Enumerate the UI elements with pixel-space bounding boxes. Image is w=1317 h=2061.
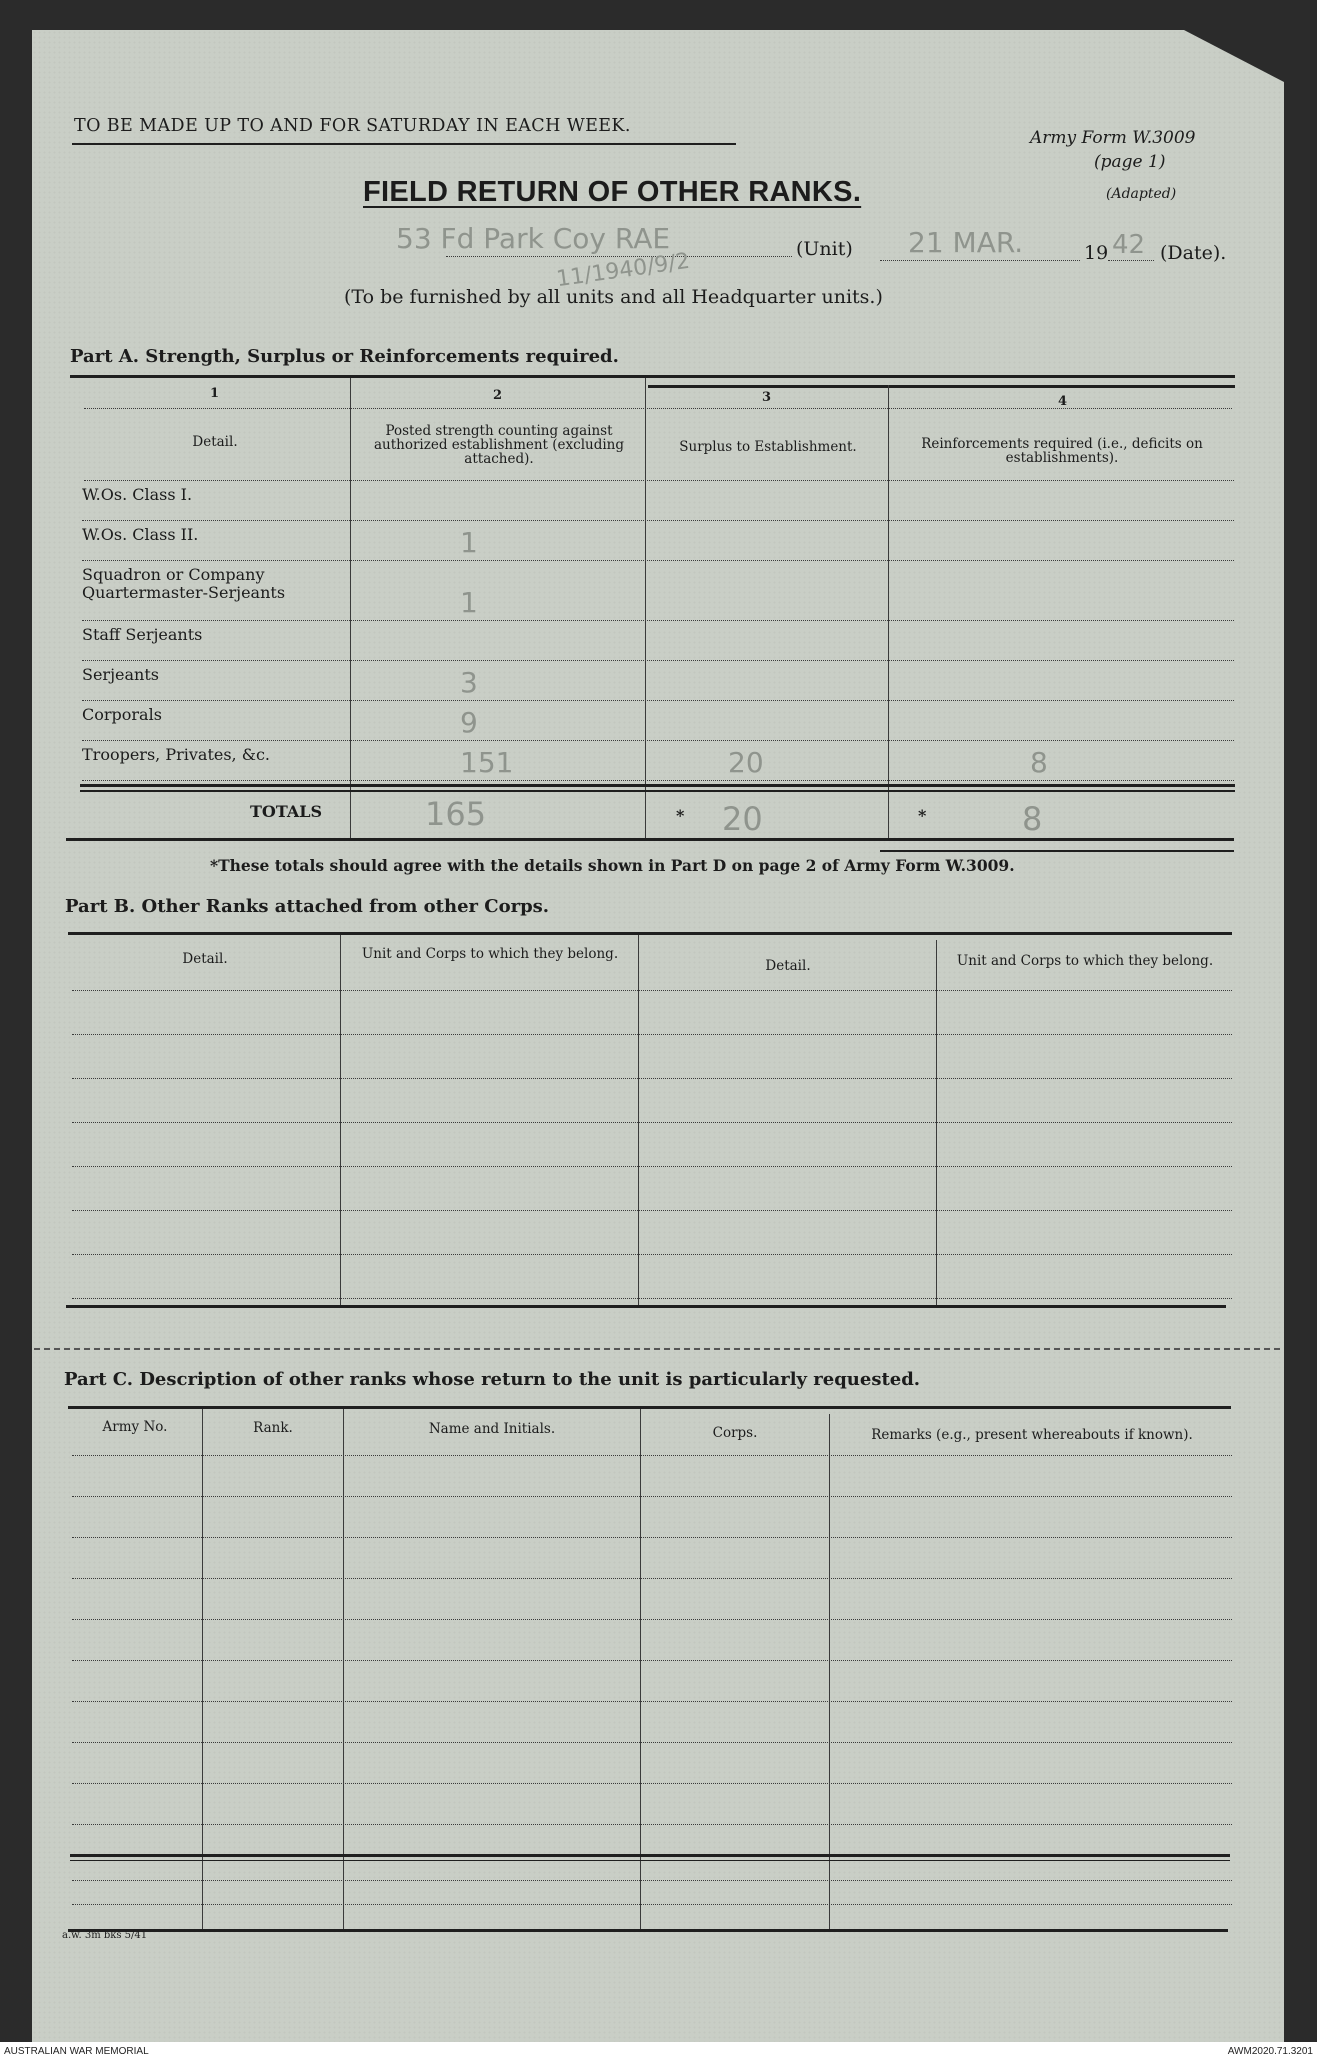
part-a-posted-value: 9 <box>460 706 478 739</box>
part-a-title: Part A. Strength, Surplus or Reinforcements required. <box>70 346 619 367</box>
col-number-1: 1 <box>210 386 220 401</box>
part-c-title: Part C. Description of other ranks whose return to the unit is particularly requested. <box>64 1369 921 1390</box>
part-b-col-unit-1: Unit and Corps to which they belong. <box>361 946 619 962</box>
part-b-col-detail-1: Detail. <box>182 951 228 967</box>
col-header-surplus: Surplus to Establishment. <box>679 439 857 455</box>
archive-name: AUSTRALIAN WAR MEMORIAL <box>4 2046 149 2057</box>
page-title: FIELD RETURN OF OTHER RANKS. <box>363 176 862 208</box>
part-b-col-unit-2: Unit and Corps to which they belong. <box>956 953 1214 969</box>
unit-label: (Unit) <box>796 238 853 260</box>
part-c-col-rank: Rank. <box>253 1420 293 1436</box>
asterisk-surplus: * <box>676 806 685 825</box>
print-code: a.w. 3m bks 5/41 <box>62 1930 148 1941</box>
col-number-2: 2 <box>493 388 503 403</box>
part-a-row-label: W.Os. Class II. <box>82 525 199 544</box>
part-a-surplus-value: 20 <box>728 746 764 779</box>
date-handwritten: 21 MAR. <box>908 226 1024 259</box>
part-a-row-label: W.Os. Class I. <box>82 485 193 504</box>
part-a-row-label: Squadron or Company Quartermaster-Serjeants <box>82 565 286 602</box>
year-prefix: 19 <box>1084 242 1109 264</box>
unit-reference-handwritten: 11/1940/9/2 <box>554 248 692 293</box>
archive-footer <box>0 2042 1317 2061</box>
asterisk-reinforcements: * <box>918 806 927 825</box>
part-c-col-army-no: Army No. <box>102 1419 168 1435</box>
page-reference: (page 1) <box>1094 152 1166 172</box>
totals-surplus: 20 <box>722 800 763 838</box>
col-number-4: 4 <box>1058 394 1068 409</box>
part-a-row-label: Corporals <box>82 705 162 724</box>
part-c-col-corps: Corps. <box>712 1425 758 1441</box>
totals-reinforcements: 8 <box>1022 800 1043 838</box>
perforation-line <box>34 1348 1280 1350</box>
weekly-instruction: TO BE MADE UP TO AND FOR SATURDAY IN EACH WEEK. <box>74 116 631 136</box>
date-label: (Date). <box>1160 242 1227 264</box>
archive-reference: AWM2020.71.3201 <box>1227 2046 1313 2057</box>
adapted-note: (Adapted) <box>1106 186 1177 202</box>
part-a-row-label: Serjeants <box>82 665 159 684</box>
part-a-row-label: Troopers, Privates, &c. <box>82 745 271 764</box>
part-a-posted-value: 151 <box>460 746 514 779</box>
form-sheet <box>32 30 1284 2042</box>
totals-label: TOTALS <box>250 802 323 821</box>
part-a-reinf-value: 8 <box>1030 746 1048 779</box>
torn-corner <box>1184 30 1284 82</box>
totals-footnote: *These totals should agree with the details shown in Part D on page 2 of Army Form W.3009. <box>210 856 1015 875</box>
part-c-col-remarks: Remarks (e.g., present whereabouts if known). <box>871 1427 1193 1443</box>
part-a-row-label: Staff Serjeants <box>82 625 203 644</box>
unit-handwritten: 53 Fd Park Coy RAE <box>396 222 671 255</box>
year-handwritten: 42 <box>1112 230 1146 260</box>
col-header-reinforcements: Reinforcements required (i.e., deficits on establishments). <box>921 436 1203 466</box>
part-c-col-name: Name and Initials. <box>428 1421 556 1437</box>
totals-posted: 165 <box>425 795 487 833</box>
part-a-posted-value: 1 <box>460 526 478 559</box>
part-a-posted-value: 3 <box>460 666 478 699</box>
col-header-posted: Posted strength counting against authorized establishment (excluding attached). <box>373 423 625 467</box>
form-reference: Army Form W.3009 <box>1030 128 1196 148</box>
part-b-title: Part B. Other Ranks attached from other Corps. <box>65 896 550 917</box>
col-number-3: 3 <box>762 390 772 405</box>
furnish-note: (To be furnished by all units and all Headquarter units.) <box>344 286 883 308</box>
col-header-detail: Detail. <box>192 434 238 450</box>
part-b-col-detail-2: Detail. <box>765 958 811 974</box>
part-a-posted-value: 1 <box>460 586 478 619</box>
